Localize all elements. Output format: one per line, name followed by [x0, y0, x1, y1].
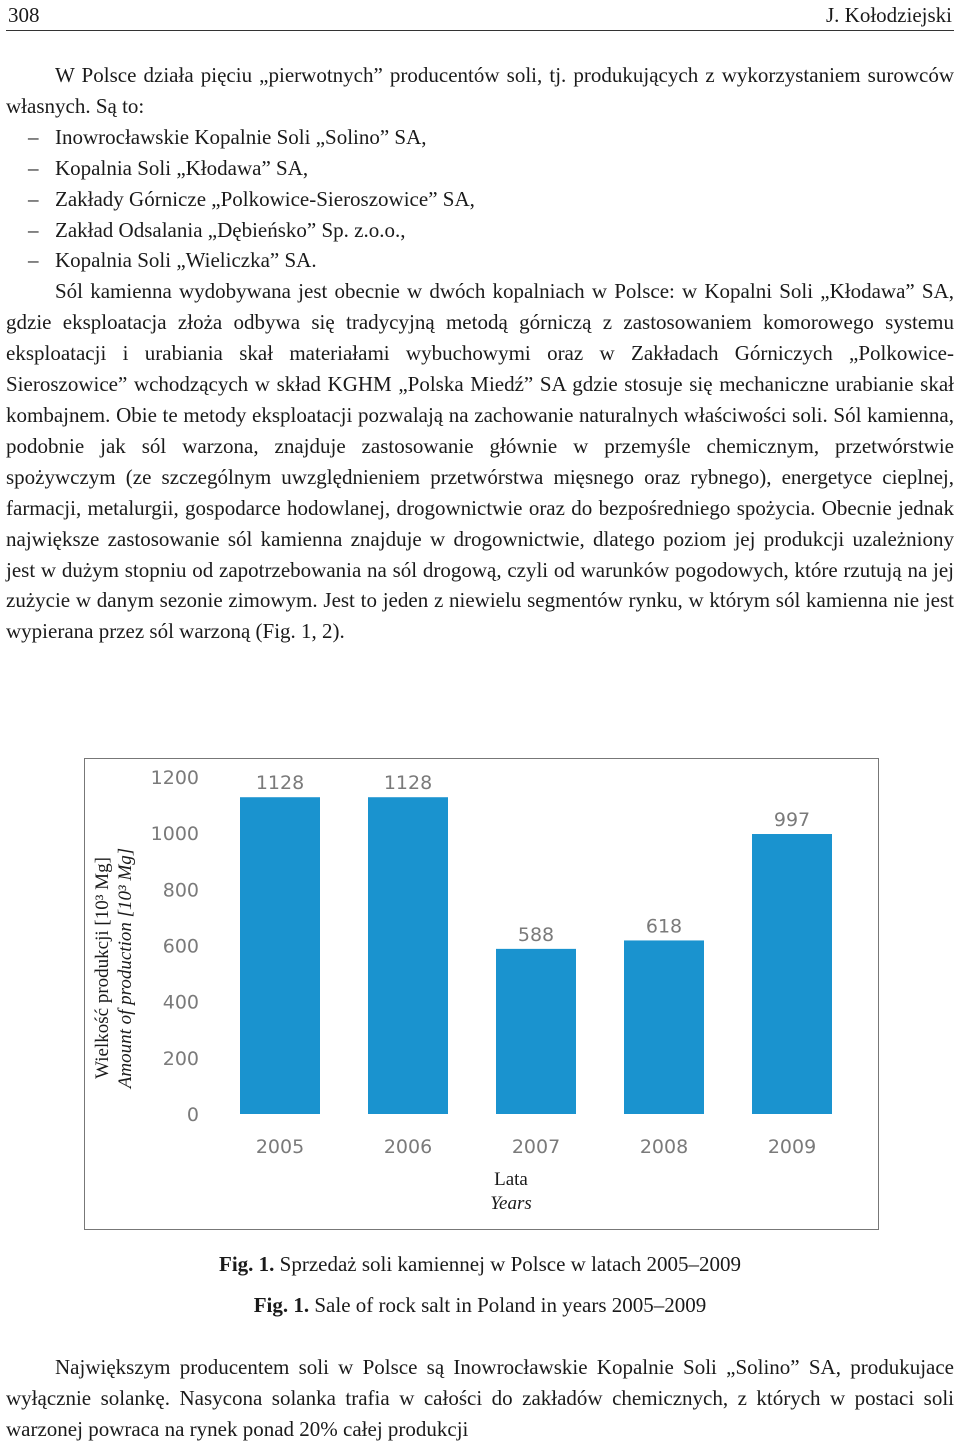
- main-paragraph: Sól kamienna wydobywana jest obecnie w dwóch kopalniach w Polsce: w Kopalni Soli „Kłodawa” SA, gdzie eksploatacja złoża odbywa się tradycyjną metodą górniczą z zastosowaniem komorowego systemu eksploatacji i urabiania skał materiałami wybuchowymi oraz w Zakładach Górniczych „Polkowice-Sieroszowice” wchodzących w skład KGHM „Polska Miedź” SA gdzie stosuje się mechaniczne urabianie skał kombajnem. Obie te metody eksploatacji pozwalają na zachowanie naturalnych właściwości soli. Sól kamienna, podobnie jak sól warzona, znajduje zastosowanie głównie w przemyśle chemicznym, przetwórstwie spożywczym (ze szczególnym uwzględnieniem przetwórstwa mięsnego oraz rybnego), energetyce cieplnej, farmacji, metalurgii, gospodarce hodowlanej, drogownictwie oraz do bezpośredniego spożycia. Obecnie jednak największe zastosowanie sól kamienna znajduje w drogownictwie, dlatego poziom jej produkcji uzależniony jest w dużym stopniu od zapotrzebowania na sól drogową, czyli od warunków pogodowych, które rzutują na jej zużycie w danym sezonie zimowym. Jest to jeden z niewielu segmentów rynku, w którym sól kamienna nie jest wypierana przez sól warzoną (Fig. 1, 2).: [6, 279, 954, 644]
- list-item: – Kopalnia Soli „Kłodawa” SA,: [6, 153, 954, 184]
- y-axis-label-en: Amount of production [10³ Mg]: [115, 847, 136, 1089]
- body-text-bottom: [6, 1352, 954, 1445]
- x-tick-label: 2007: [511, 1136, 561, 1158]
- body-text-top: [6, 60, 954, 647]
- figure-caption-en: [6, 1293, 954, 1318]
- figure-caption-pl: [6, 1252, 954, 1277]
- data-label: 588: [517, 923, 555, 946]
- x-axis-label-en: Years: [490, 1193, 532, 1214]
- y-tick-label: 600: [162, 935, 199, 958]
- bar: [496, 949, 576, 1114]
- caption-label: Fig. 1.: [253, 1293, 310, 1317]
- list-item: – Kopalnia Soli „Wieliczka” SA.: [6, 245, 954, 276]
- author-name: J. Kołodziejski: [826, 3, 952, 27]
- caption-label: Fig. 1.: [219, 1252, 275, 1276]
- caption-text: Sale of rock salt in Poland in years 2005–2009: [309, 1293, 707, 1317]
- list-item: – Zakład Odsalania „Dębieńsko” Sp. z.o.o.,: [6, 215, 954, 246]
- y-tick-label: 800: [162, 879, 199, 902]
- bar: [752, 834, 832, 1114]
- closing-paragraph: Największym producentem soli w Polsce są Inowrocławskie Kopalnie Soli „Solino” SA, produkujace wyłącznie solankę. Nasycona solanka trafia w całości do zakładów chemicznych, z których w postaci soli warzonej powraca na rynek ponad 20% całej produkcji: [6, 1355, 954, 1441]
- data-label: 997: [773, 809, 811, 832]
- bar: [240, 797, 320, 1114]
- y-tick-label: 0: [186, 1104, 199, 1126]
- data-label: 618: [645, 915, 683, 938]
- bar: [624, 940, 704, 1114]
- data-label: 1128: [255, 772, 305, 795]
- producer-list: [6, 122, 954, 277]
- bar-chart: [85, 759, 880, 1231]
- x-axis-label-pl: Lata: [494, 1169, 528, 1190]
- bar-chart-frame: [84, 758, 879, 1230]
- bar: [368, 797, 448, 1114]
- caption-text: Sprzedaż soli kamiennej w Polsce w latach 2005–2009: [274, 1252, 741, 1276]
- y-tick-label: 400: [162, 991, 199, 1014]
- x-tick-label: 2008: [639, 1136, 689, 1158]
- intro-paragraph: W Polsce działa pięciu „pierwotnych” producentów soli, tj. produkujących z wykorzystaniem surowców własnych. Są to:: [6, 63, 954, 118]
- y-tick-label: 1200: [150, 767, 199, 789]
- x-tick-label: 2005: [255, 1136, 305, 1158]
- data-label: 1128: [383, 772, 433, 795]
- x-axis-label: [84, 1168, 938, 1216]
- y-tick-label: 200: [162, 1047, 199, 1070]
- y-tick-label: 1000: [150, 823, 199, 846]
- y-axis-label-pl: Wielkość produkcji [10³ Mg]: [92, 857, 113, 1079]
- list-item: – Zakłady Górnicze „Polkowice-Sieroszowice” SA,: [6, 184, 954, 215]
- list-item: – Inowrocławskie Kopalnie Soli „Solino” SA,: [6, 122, 954, 153]
- x-tick-label: 2006: [383, 1136, 433, 1158]
- x-tick-label: 2009: [767, 1136, 817, 1158]
- running-header: [6, 0, 954, 31]
- page-number: 308: [8, 3, 40, 27]
